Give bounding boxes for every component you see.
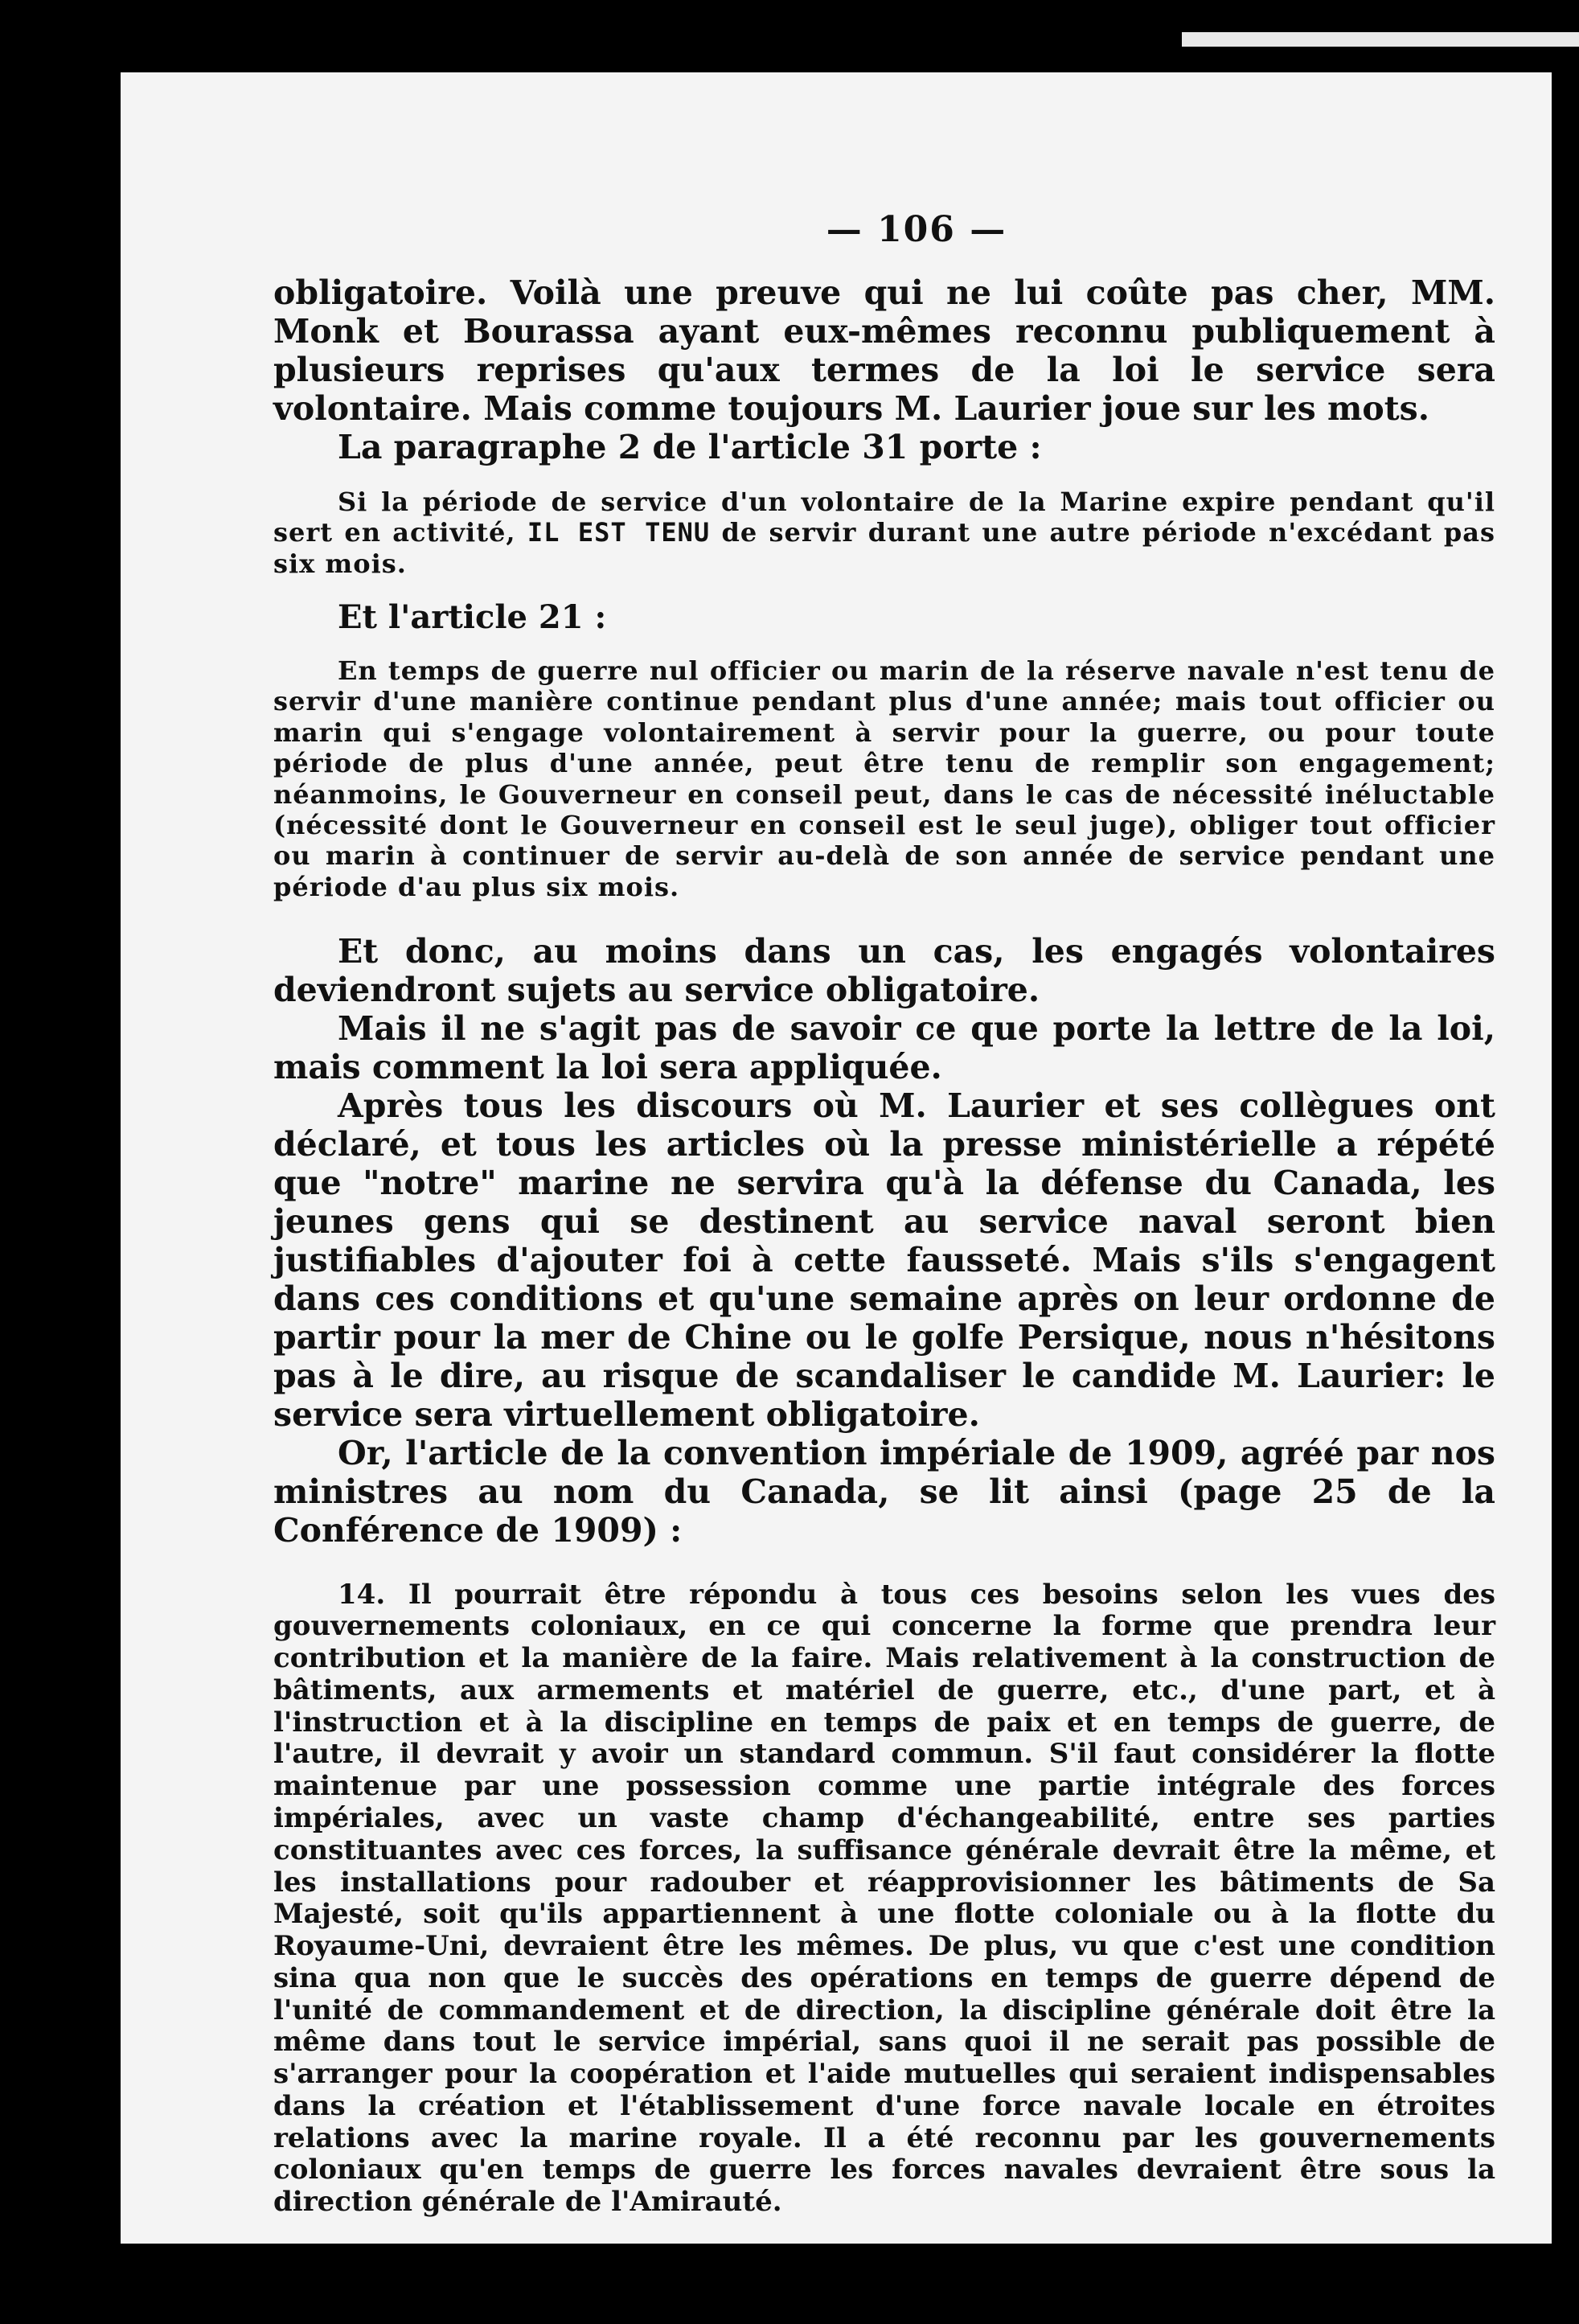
paragraph-conclusion-2: Mais il ne s'agit pas de savoir ce que porte la lettre de la loi, mais comment la loi sera appliquée. xyxy=(273,1009,1495,1087)
quote-article-31-end: de servir durant une autre période n'excédant pas six mois. xyxy=(273,517,1496,579)
paragraph-intro: obligatoire. Voilà une preuve qui ne lui coûte pas cher, MM. Monk et Bourassa ayant eux-mêmes reconnu publiquement à plusieurs reprises qu'aux termes de la loi le service sera volontaire. Mais comme toujours M. Laurier joue sur les mots. xyxy=(273,273,1495,428)
paragraph-conclusion-1: Et donc, au moins dans un cas, les engagés volontaires deviendront sujets au service obligatoire. xyxy=(273,932,1495,1010)
paragraph-argument: Après tous les discours où M. Laurier et ses collègues ont déclaré, et tous les articles où la presse ministérielle a répété que "notre" marine ne servira qu'à la défense du Canada, les jeunes gens qui se destinent au service naval seront bien justifiables d'ajouter foi à cette fausseté. Mais s'ils s'engagent dans ces conditions et qu'une semaine après on leur ordonne de partir pour la mer de Chine ou le golfe Persique, nous n'hésitons pas à le dire, au risque de scandaliser le candide M. Laurier: le service sera virtuellement obligatoire. xyxy=(273,1086,1495,1434)
page-number: — 106 — xyxy=(826,209,1007,250)
quote-convention-article-14: 14. Il pourrait être répondu à tous ces besoins selon les vues des gouvernements coloniaux, en ce qui concerne la forme que prendra leur contribution et la manière de la faire. Mais relativement à la construction de bâtiments, aux armements et matériel de guerre, etc., d'une part, et à l'instruction et à la discipline en temps de paix et en temps de guerre, de l'autre, il devrait y avoir un standard commun. S'il faut considérer la flotte maintenue par une possession comme une partie intégrale des forces impériales, avec un vaste champ d'échangeabilité, entre ses parties constituantes avec ces forces, la suffisance générale devrait être la même, et les installations pour radouber et réapprovisionner les bâtiments de Sa Majesté, soit qu'ils appartiennent à une flotte coloniale ou à la flotte du Royaume-Uni, devraient être les mêmes. De plus, vu que c'est une condition sina qua non que le succès des opérations en temps de guerre dépend de l'unité de commandement et de direction, la discipline générale doit être la même dans tout le service impérial, sans quoi il ne serait pas possible de s'arranger pour la coopération et l'aide mutuelles qui seraient indispensables dans la création et l'établissement d'une force navale locale en étroites relations avec la marine royale. Il a été reconnu par les gouvernements coloniaux qu'en temps de guerre les forces navales devraient être sous la direction générale de l'Amirauté. xyxy=(273,1578,1495,2219)
quote-article-21: En temps de guerre nul officier ou marin de la réserve navale n'est tenu de servir d'une manière continue pendant plus d'une année; mais tout officier ou marin qui s'engage volontairement à servir pour la guerre, ou pour toute période de plus d'une année, peut être tenu de remplir son engagement; néanmoins, le Gouverneur en conseil peut, dans le cas de nécessité inéluctable (nécessité dont le Gouverneur en conseil est le seul juge), obliger tout officier ou marin à continuer de servir au-delà de son année de service pendant une période d'au plus six mois. xyxy=(273,655,1495,902)
page-edge-top xyxy=(1182,32,1579,47)
page-content xyxy=(273,209,1495,2219)
paragraph-article-31-label: La paragraphe 2 de l'article 31 porte : xyxy=(338,427,1042,466)
article-21-label: Et l'article 21 : xyxy=(338,598,607,637)
quote-article-31-start: Si la période de service d'un volontaire de la Marine expire pendant qu'il sert en activité, xyxy=(273,486,1495,548)
quote-article-31-emphasis: IL EST TENU xyxy=(527,517,711,548)
quote-article-31 xyxy=(273,487,1495,579)
paragraph-convention-intro: Or, l'article de la convention impériale de 1909, agréé par nos ministres au nom du Canada, se lit ainsi (page 25 de la Conférence de 1909) : xyxy=(273,1433,1495,1550)
document-page xyxy=(121,72,1552,2244)
